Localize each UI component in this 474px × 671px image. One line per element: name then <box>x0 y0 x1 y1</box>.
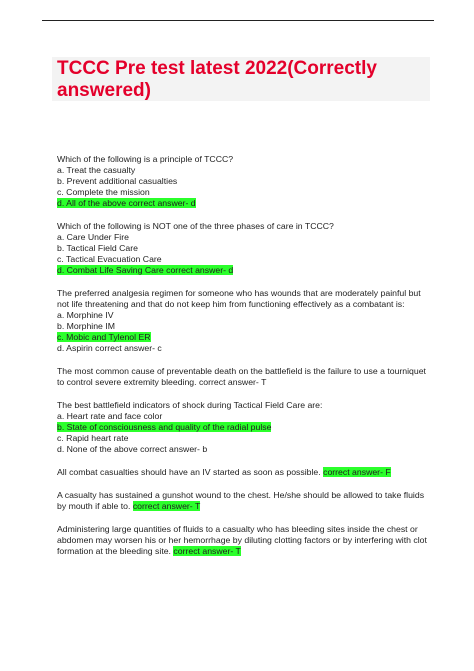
statement-text: A casualty has sustained a gunshot wound to the chest. He/she should be allowed to take fluids by mouth if able to. <box>57 490 425 511</box>
statement-text: The most common cause of preventable death on the battlefield is the failure to use a tourniquet to control severe extremity bleeding. correct answer- T <box>57 366 426 387</box>
highlighted-answer: c. Mobic and Tylenol ER <box>57 332 151 342</box>
question-text: Which of the following is a principle of TCCC? <box>57 154 234 164</box>
question-8 <box>57 524 435 557</box>
highlighted-answer: b. State of consciousness and quality of the radial pulse <box>57 422 272 432</box>
highlighted-answer: correct answer- T <box>173 546 241 556</box>
title-line-1: TCCC Pre test latest 2022(Correctly <box>57 58 377 79</box>
option-c: c. Rapid heart rate <box>57 433 129 443</box>
option-d: d. None of the above correct answer- b <box>57 444 208 454</box>
statement-text: All combat casualties should have an IV started as soon as possible. <box>57 467 321 477</box>
option-c: c. Complete the mission <box>57 187 150 197</box>
question-text: The preferred analgesia regimen for someone who has wounds that are moderately painful but not life threatening and that do not keep him from functioning effectively as a combatant is: <box>57 288 421 309</box>
highlighted-answer: d. All of the above correct answer- d <box>57 198 196 208</box>
highlighted-answer: d. Combat Life Saving Care correct answer- d <box>57 265 234 275</box>
highlighted-answer: correct answer- T <box>132 501 201 511</box>
option-a: a. Treat the casualty <box>57 165 136 175</box>
option-a: a. Care Under Fire <box>57 232 129 242</box>
question-7 <box>57 490 435 512</box>
page-title <box>57 58 427 102</box>
question-text: The best battlefield indicators of shock during Tactical Field Care are: <box>57 400 323 410</box>
question-4 <box>57 366 435 388</box>
question-2 <box>57 221 435 276</box>
question-1 <box>57 154 435 209</box>
question-text: Which of the following is NOT one of the three phases of care in TCCC? <box>57 221 334 231</box>
option-a: a. Morphine IV <box>57 310 114 320</box>
question-6 <box>57 467 435 478</box>
option-a: a. Heart rate and face color <box>57 411 163 421</box>
option-b: b. Tactical Field Care <box>57 243 138 253</box>
option-c: c. Tactical Evacuation Care <box>57 254 162 264</box>
top-rule <box>42 20 434 21</box>
highlighted-answer: correct answer- F <box>323 467 391 477</box>
option-b: b. Morphine IM <box>57 321 115 331</box>
option-b: b. Prevent additional casualties <box>57 176 178 186</box>
statement-text: Administering large quantities of fluids to a casualty who has bleeding sites inside the chest or abdomen may worsen his or her hemorrhage by diluting clotting factors or by interfering with clot formation at the bleeding site. <box>57 524 427 556</box>
title-line-2: answered) <box>57 80 151 101</box>
document-body <box>57 154 435 569</box>
option-d: d. Aspirin correct answer- c <box>57 343 162 353</box>
question-3 <box>57 288 435 354</box>
question-5 <box>57 400 435 455</box>
